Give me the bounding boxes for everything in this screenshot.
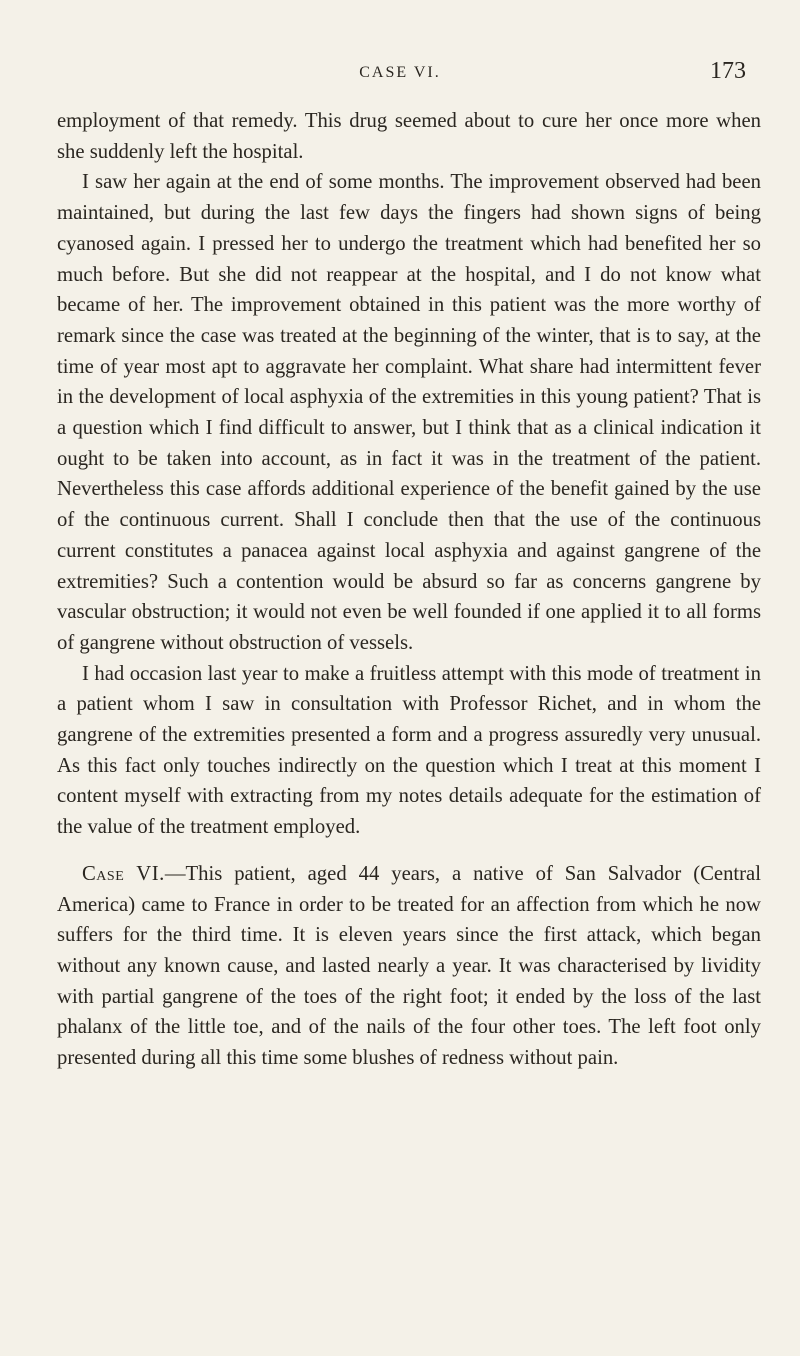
case-text: —This patient, aged 44 years, a native of San Salvador (Central America) came to France in order to be treated for an affection from which he now suffers for the third time. It is eleven years since the first attack, which began without any known cause, and lasted nearly a year. It was characterised by lividity with partial gangrene of the toes of the right foot; it ended by the loss of the last phalanx of the little toe, and of the nails of the four other toes. The left foot only presented during all this time some blushes of redness without pain.	[57, 862, 761, 1070]
paragraph: I saw her again at the end of some months. The improvement observed had been maintained, but during the last few days the fingers had shown signs of being cyanosed again. I pressed her to undergo the treatment which had benefited her so much before. But she did not reappear at the hospital, and I do not know what became of her. The improvement obtained in this patient was the more worthy of remark since the case was treated at the beginning of the winter, that is to say, at the time of year most apt to aggravate her complaint. What share had intermittent fever in the development of local asphyxia of the extremities in this young patient? That is a question which I find difficult to answer, but I think that as a clinical indication it ought to be taken into account, as in fact it was in the treatment of the patient. Nevertheless this case affords additional experience of the benefit gained by the use of the continuous current. Shall I conclude then that the use of the continuous current constitutes a panacea against local asphyxia and against gangrene of the extremities? Such a contention would be absurd so far as concerns gangrene by vascular obstruction; it would not even be well founded if one applied it to all forms of gangrene without obstruction of vessels.	[57, 171, 761, 654]
case-paragraph	[57, 859, 761, 1074]
page-number: 173	[710, 58, 746, 84]
paragraph-continuation: employment of that remedy. This drug seemed about to cure her once more when she suddenly left the hospital.	[57, 110, 761, 163]
body-text	[57, 106, 761, 1074]
paragraph: I had occasion last year to make a fruitless attempt with this mode of treatment in a patient whom I saw in consultation with Professor Richet, and in whom the gangrene of the extremities presented a form and a progress assuredly very unusual. As this fact only touches indirectly on the question which I treat at this moment I content myself with extracting from my notes details adequate for the estimation of the value of the treatment employed.	[57, 662, 761, 839]
running-title: CASE VI.	[359, 64, 441, 81]
running-head	[0, 58, 800, 86]
case-label: Case VI.	[82, 862, 165, 885]
